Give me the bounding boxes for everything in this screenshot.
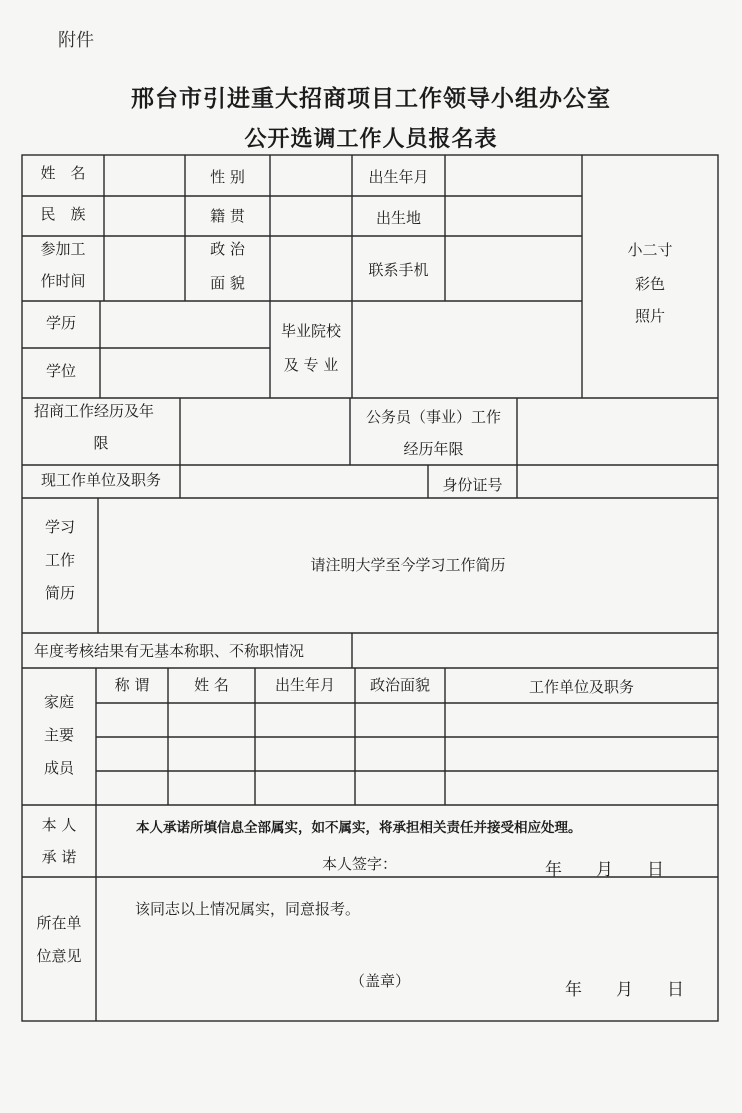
label-political-1: 政 治 [210, 240, 245, 258]
label-civil-exp-2: 经历年限 [403, 440, 464, 458]
family-col-name: 姓 名 [194, 676, 229, 694]
promise-day: 日 [647, 860, 664, 880]
photo-label-3: 照片 [634, 307, 665, 325]
label-family-2: 主要 [43, 726, 74, 744]
signature-label: 本人签字： [322, 855, 398, 873]
label-birthplace: 出生地 [375, 209, 421, 227]
label-birth-date: 出生年月 [368, 168, 429, 186]
label-work-start-1: 参加工 [40, 240, 86, 258]
label-annual-review: 年度考核结果有无基本称职、不称职情况 [34, 642, 305, 660]
label-unit-opinion-1: 所在单 [36, 914, 82, 932]
form-title-line1: 邢台市引进重大招商项目工作领导小组办公室 [131, 86, 611, 112]
label-current-unit: 现工作单位及职务 [40, 471, 161, 489]
unit-year: 年 [565, 980, 582, 1000]
label-resume-1: 学习 [44, 518, 75, 536]
label-promise-1: 本 人 [41, 816, 77, 834]
unit-day: 日 [667, 980, 684, 1000]
family-col-political: 政治面貌 [369, 676, 430, 694]
label-promise-2: 承 诺 [41, 848, 77, 866]
label-phone: 联系手机 [368, 261, 429, 279]
unit-month: 月 [616, 980, 633, 1000]
unit-opinion-text: 该同志以上情况属实，同意报考。 [135, 900, 361, 918]
label-degree: 学位 [45, 362, 76, 380]
photo-label-2: 彩色 [634, 275, 665, 293]
family-col-birth: 出生年月 [274, 676, 335, 694]
promise-text: 本人承诺所填信息全部属实，如不属实，将承担相关责任并接受相应处理。 [136, 820, 582, 836]
label-investment-exp-2: 限 [93, 434, 109, 452]
resume-hint: 请注明大学至今学习工作简历 [310, 556, 506, 574]
promise-month: 月 [596, 860, 613, 880]
label-family-1: 家庭 [43, 693, 74, 711]
seal-label: （盖章） [350, 972, 411, 990]
label-resume-2: 工作 [44, 551, 75, 569]
photo-label-1: 小二寸 [627, 241, 673, 259]
label-work-start-2: 作时间 [40, 272, 86, 290]
label-investment-exp-1: 招商工作经历及年 [34, 402, 155, 420]
label-resume-3: 简历 [44, 584, 75, 602]
form-title-line2: 公开选调工作人员报名表 [244, 127, 498, 152]
attachment-label: 附件 [58, 30, 94, 51]
label-civil-exp-1: 公务员（事业）工作 [365, 408, 501, 426]
label-school-1: 毕业院校 [280, 322, 341, 340]
label-family-3: 成员 [43, 759, 74, 777]
family-col-relation: 称 谓 [114, 676, 150, 694]
label-education: 学历 [45, 314, 76, 332]
label-native-place: 籍 贯 [210, 207, 245, 225]
label-name: 姓 名 [40, 164, 86, 182]
label-political-2: 面 貌 [210, 274, 245, 292]
label-unit-opinion-2: 位意见 [36, 947, 82, 965]
label-id-number: 身份证号 [442, 476, 503, 494]
label-school-2: 及 专 业 [283, 356, 339, 374]
label-gender: 性 别 [210, 168, 245, 186]
label-ethnicity: 民 族 [40, 205, 86, 223]
promise-year: 年 [545, 860, 562, 880]
family-col-work: 工作单位及职务 [528, 678, 634, 696]
